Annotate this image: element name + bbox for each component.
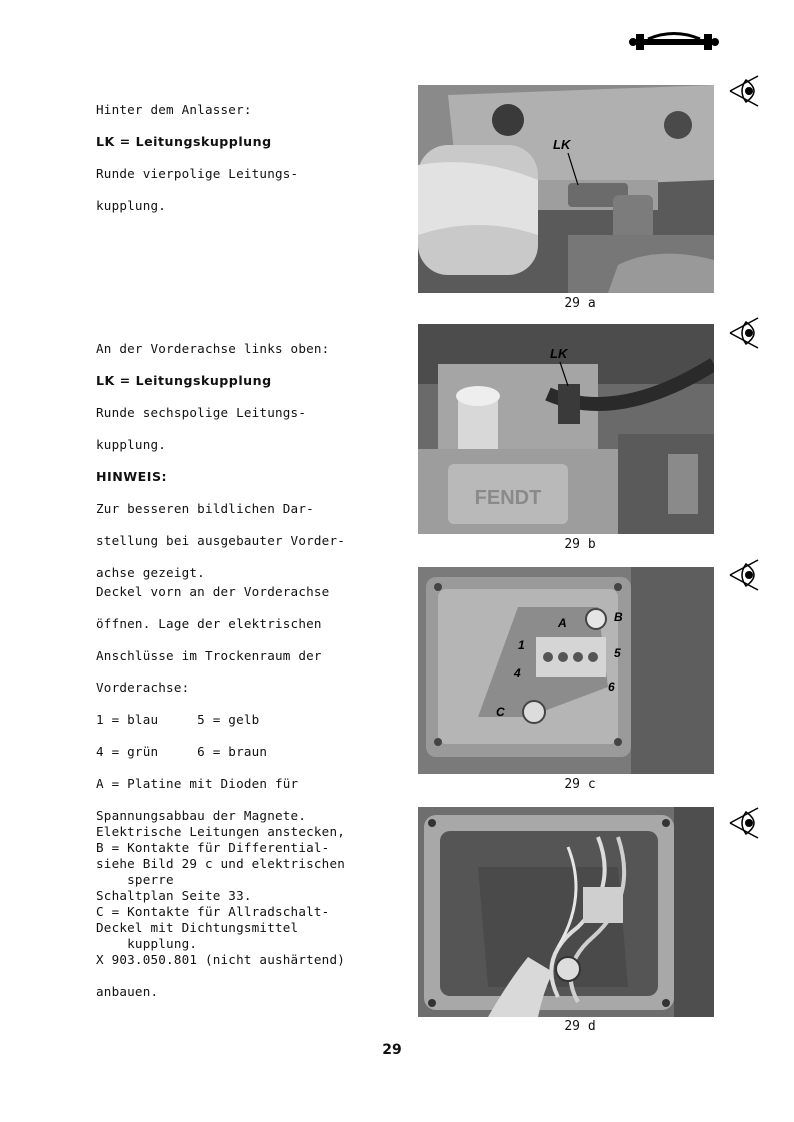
section-c-line-10: sperre [96,872,174,887]
section-a-intro: Hinter dem Anlasser: [96,102,252,117]
label-B-29c: B [614,610,623,624]
section-c-line-2: öffnen. Lage der elektrischen [96,616,322,631]
section-b-text [96,325,406,597]
page-number: 29 [382,1042,402,1058]
section-c-line-7: A = Platine mit Dioden für [96,776,299,791]
label-1-29c: 1 [518,638,525,652]
section-b-note-2: stellung bei ausgebauter Vorder- [96,533,346,548]
section-d-line-3: Schaltplan Seite 33. [96,888,252,903]
eye-icon [728,558,764,592]
label-6-29c: 6 [608,680,615,694]
eye-icon [728,74,764,108]
section-d-line-5: X 903.050.801 (nicht aushärtend) [96,952,346,967]
caption-29c: 29 c [564,777,596,792]
section-b-title: LK = Leitungskupplung [96,373,272,388]
label-5-29c: 5 [614,646,621,660]
section-d-line-1: Elektrische Leitungen anstecken, [96,824,346,839]
section-d-line-6: anbauen. [96,984,159,999]
section-a-line-2: kupplung. [96,198,167,213]
section-c-line-6: 4 = grün 6 = braun [96,744,268,759]
caption-29b: 29 b [564,537,596,552]
axle-logo-icon [628,30,720,56]
section-a-title: LK = Leitungskupplung [96,134,272,149]
section-c-line-5: 1 = blau 5 = gelb [96,712,260,727]
section-b-line-1: Runde sechspolige Leitungs- [96,405,307,420]
section-c-line-8: Spannungsabbau der Magnete. [96,808,307,823]
caption-29d: 29 d [564,1019,596,1034]
section-d-text [96,808,406,1016]
photo-29c [418,567,714,774]
eye-icon [728,316,764,350]
label-A-29c: A [558,616,567,630]
section-b-note-3: achse gezeigt. [96,565,205,580]
fendt-logo-text: FENDT [474,487,542,509]
section-d-line-4: Deckel mit Dichtungsmittel [96,920,299,935]
section-b-note-1: Zur besseren bildlichen Dar- [96,501,314,516]
section-d-line-2: siehe Bild 29 c und elektrischen [96,856,346,871]
section-a-line-1: Runde vierpolige Leitungs- [96,166,299,181]
label-LK-29b: LK [550,346,568,361]
caption-29a: 29 a [564,296,596,311]
label-LK-29a: LK [553,137,571,152]
section-a-text [96,86,406,230]
section-b-intro: An der Vorderachse links oben: [96,341,330,356]
section-c-line-3: Anschlüsse im Trockenraum der [96,648,322,663]
section-c-line-11: C = Kontakte für Allradschalt- [96,904,330,919]
label-4-29c: 4 [514,666,521,680]
section-b-note-title: HINWEIS: [96,469,168,484]
section-c-line-9: B = Kontakte für Differential- [96,840,330,855]
label-C-29c: C [496,705,505,719]
section-b-line-2: kupplung. [96,437,167,452]
section-c-line-12: kupplung. [96,936,198,951]
section-c-line-1: Deckel vorn an der Vorderachse [96,584,330,599]
photo-29b [418,324,714,534]
section-c-line-4: Vorderachse: [96,680,190,695]
photo-29a [418,85,714,293]
photo-29d [418,807,714,1017]
eye-icon [728,806,764,840]
